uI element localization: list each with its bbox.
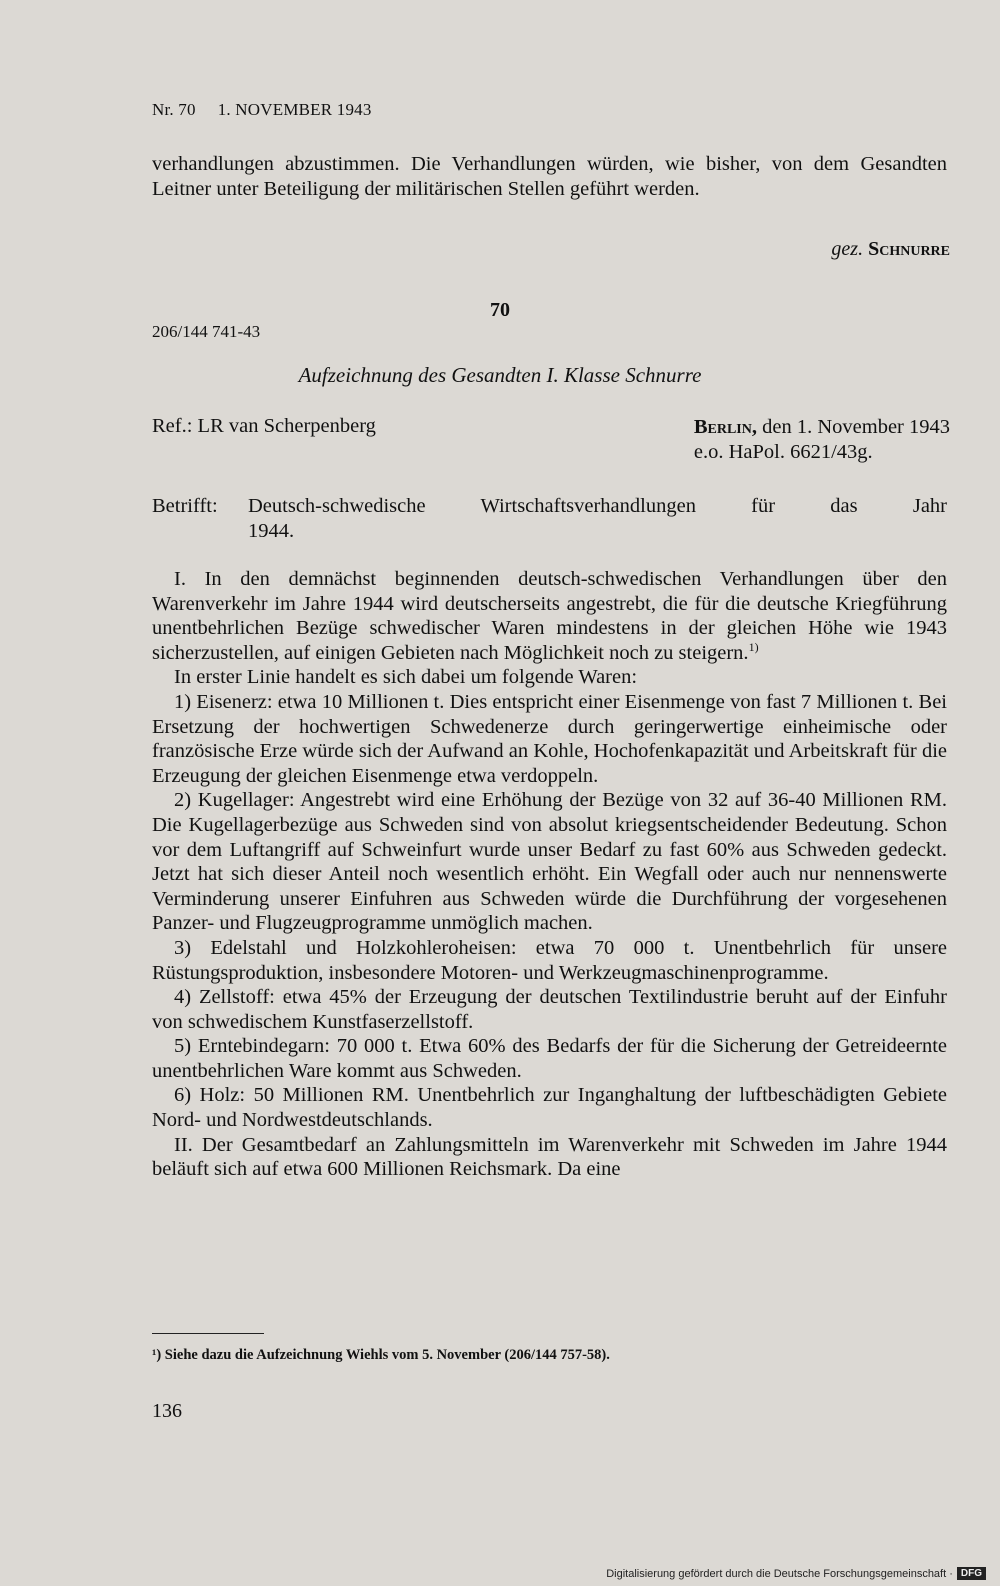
- running-head: [152, 100, 394, 120]
- list-item-zellstoff: 4) Zellstoff: etwa 45% der Erzeugung der deutschen Textilindustrie beruht auf der Einfuhr von schwedischem Kunstfaserzellstoff.: [152, 986, 947, 1033]
- list-item-kugellager: 2) Kugellager: Angestrebt wird eine Erhöhung der Bezüge von 32 auf 36-40 Millionen RM. Die Kugellagerbezüge aus Schweden sind von absolut kriegsentscheidender Bedeutung. Schon vor dem Luftangriff auf Schweinfurt wurde unser Bedarf zu fast 60% aus Schweden gedeckt. Jetzt hat sich dieser Anteil noch wesentlich erhöht. Ein Wegfall oder auch nur nennenswerte Verminderung unserer Einfuhren aus Schweden würde die Durchführung der vorgesehenen Panzer- und Flugzeugprogramme unmöglich machen.: [152, 789, 947, 935]
- signature: [831, 238, 950, 261]
- document-date: den 1. November 1943: [762, 416, 950, 438]
- funding-note: Digitalisierung gefördert durch die Deutsche Forschungsgemeinschaft ·: [606, 1567, 953, 1580]
- signature-prefix: gez.: [831, 238, 864, 260]
- body-paragraph-3: II. Der Gesamtbedarf an Zahlungsmitteln im Warenverkehr mit Schweden im Jahre 1944 beläuft sich auf etwa 600 Millionen Reichsmark. Da eine: [152, 1133, 947, 1181]
- body-paragraph-1-text: I. In den demnächst beginnenden deutsch-schwedischen Verhandlungen über den Warenverkehr im Jahre 1944 wird deutscherseits angestrebt, die für die deutsche Kriegführung unentbehrlichen Bezüge schwedischer Waren mindestens in der gleichen Höhe wie 1943 sicherzustellen, auf einigen Gebieten nach Möglichkeit noch zu steigern.: [152, 568, 947, 664]
- signature-name: Schnurre: [868, 238, 950, 260]
- subject-row: [152, 494, 947, 519]
- list-item-erntebindegarn: 5) Erntebindegarn: 70 000 t. Etwa 60% des Bedarfs der für die Sicherung der Getreideernte unentbehrlichen Ware kommt aus Schweden.: [152, 1035, 947, 1082]
- footnote-divider: [152, 1333, 264, 1334]
- subject-block: [152, 494, 947, 543]
- file-reference: 206/144 741-43: [152, 322, 261, 341]
- main-body: [152, 567, 947, 1182]
- subject-text-continued: 1944.: [248, 519, 295, 542]
- list-item-edelstahl: 3) Edelstahl und Holzkohleroheisen: etwa 70 000 t. Unentbehrlich für unsere Rüstungsproduktion, insbesondere Motoren- und Werkzeugmaschinenprogramme.: [152, 936, 947, 984]
- place-name: Berlin,: [693, 416, 757, 438]
- dfg-logo: DFG: [957, 1567, 986, 1580]
- footnote-marker: 1): [748, 639, 759, 654]
- list-item-holz: 6) Holz: 50 Millionen RM. Unentbehrlich zur Inganghaltung der luftbeschädigten Gebiete Nord- und Nordwestdeutschlands.: [152, 1084, 947, 1132]
- subject-label: Betrifft:: [152, 495, 218, 517]
- subject-text: Deutsch-schwedische Wirtschaftsverhandlungen für das Jahr: [248, 495, 947, 517]
- continuation-text: [152, 152, 947, 201]
- list-item-eisenerz: 1) Eisenerz: etwa 10 Millionen t. Dies entspricht einer Eisenmenge von fast 7 Millionen t. Bei Ersetzung der hochwertigen Schwedenerze durch geringerwertige einheimische oder französische Erze würde sich der Aufwand an Kohle, Hochofenkapazität und Arbeitskraft für die Erzeugung der gleichen Eisenmenge etwa verdoppeln.: [152, 690, 947, 787]
- page-number: 136: [152, 1400, 182, 1422]
- footnote: ¹) Siehe dazu die Aufzeichnung Wiehls vom 5. November (206/144 757-58).: [152, 1347, 610, 1363]
- reference-number: e.o. HaPol. 6621/43g.: [693, 440, 873, 463]
- running-head-doc-number: Nr. 70: [152, 100, 196, 119]
- continuation-paragraph: verhandlungen abzustimmen. Die Verhandlungen würden, wie bisher, von dem Gesandten Leitner unter Beteiligung der militärischen Stellen geführt werden.: [152, 153, 947, 200]
- referent-line: Ref.: LR van Scherpenberg: [152, 415, 376, 437]
- running-head-date: 1. NOVEMBER 1943: [217, 100, 372, 119]
- funding-bar: [606, 1567, 986, 1580]
- document-title: Aufzeichnung des Gesandten I. Klasse Schnurre: [298, 363, 702, 387]
- place-date-line: [694, 415, 950, 440]
- body-paragraph-1: [152, 567, 947, 665]
- body-paragraph-2: In erster Linie handelt es sich dabei um folgende Waren:: [174, 666, 638, 689]
- document-number: 70: [490, 299, 510, 321]
- place-date-block: [694, 415, 950, 464]
